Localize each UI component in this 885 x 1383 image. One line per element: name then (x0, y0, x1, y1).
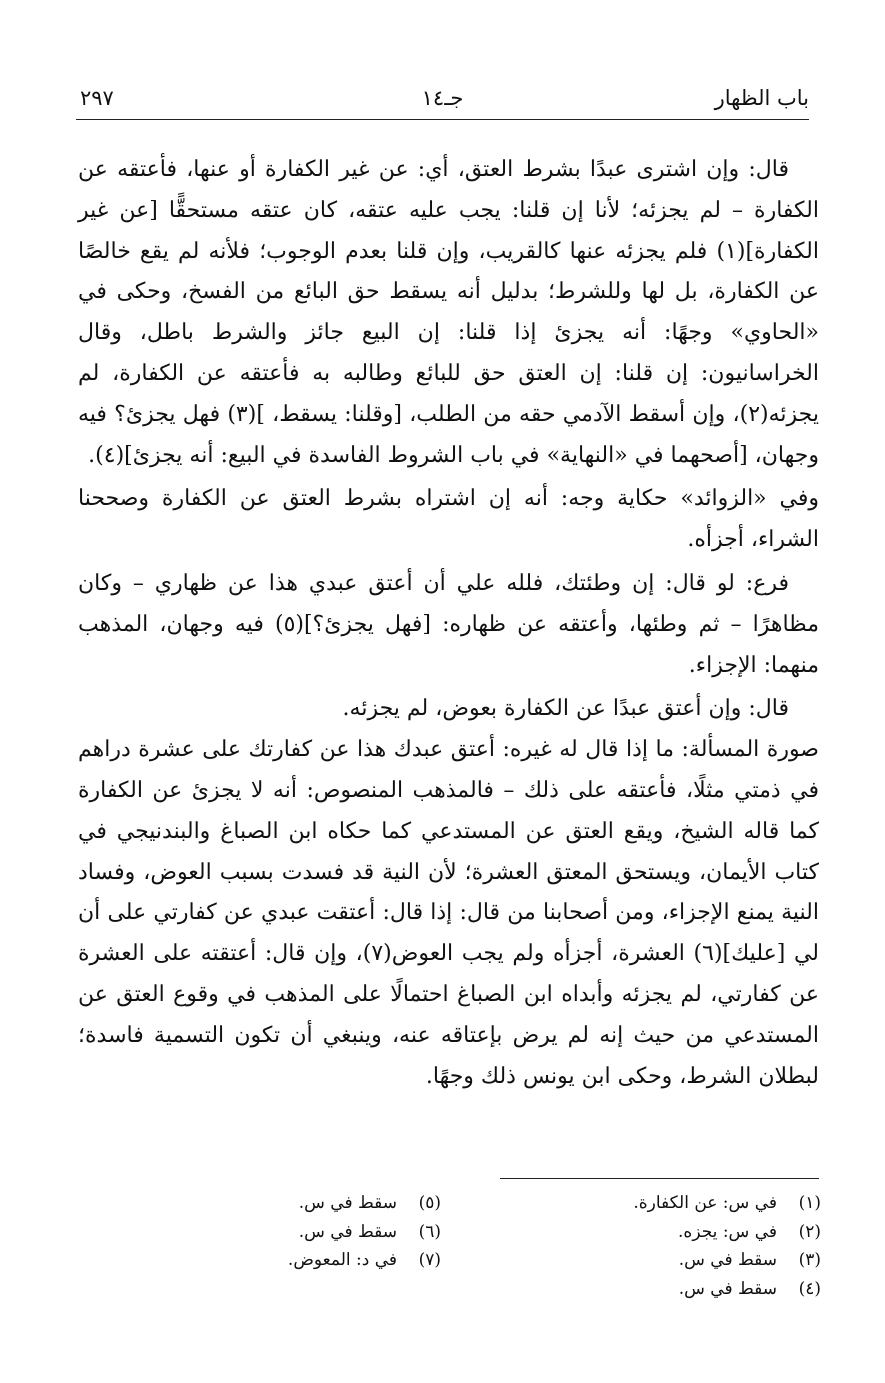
volume-number: جـ١٤ (421, 86, 464, 110)
footnote-number: (٤) (798, 1278, 821, 1299)
footnote-number: (٦) (418, 1221, 441, 1242)
paragraph-4: قال: وإن أعتق عبدًا عن الكفارة بعوض، لم يجزئه. (342, 696, 789, 722)
footnote (481, 1246, 821, 1275)
footnote-text: في س: يجزه. (678, 1221, 777, 1242)
chapter-title: باب الظهار (714, 86, 809, 110)
footnote-text: في د: المعوض. (287, 1250, 397, 1270)
footnote (141, 1189, 441, 1218)
footnotes-column-left (141, 1189, 441, 1275)
footnote-text: سقط في س. (298, 1193, 397, 1213)
main-text (78, 150, 819, 1097)
footnotes-column-right (481, 1189, 821, 1303)
footnote (481, 1189, 821, 1218)
paragraph-5: صورة المسألة: ما إذا قال له غيره: أعتق عبدك هذا عن كفارتك على عشرة دراهم في ذمتي مثلًا، فأعتقه على ذلك – فالمذهب المنصوص: أنه لا يجزئ عن الكفارة كما قاله الشيخ، ويقع العتق عن المستدعي كما حكاه ابن الصباغ والبندنيجي في كتاب الأيمان، ويستحق المعتق العشرة؛ لأن النية قد فسدت بسبب العوض، وفساد النية يمنع الإجزاء، ومن أصحابنا من قال: إذا قال: أعتقت عبدي عن كفارتي على أن لي [عليك](٦) العشرة، أجزأه ولم يجب العوض(٧)، وإن قال: أعتقته على العشرة عن كفارتي، لم يجزئه وأبداه ابن الصباغ احتمالًا على المذهب في وقوع العتق عن المستدعي من حيث إنه لم يرض بإعتاقه عنه، وينبغي أن تكون التسمية فاسدة؛ لبطلان الشرط، وحكى ابن يونس ذلك وجهًا. (78, 737, 820, 1089)
header-rule (76, 119, 809, 120)
footnote-text: سقط في س. (678, 1250, 777, 1270)
footnote (481, 1218, 821, 1247)
footnote-number: (٧) (418, 1250, 441, 1270)
footnote-text: سقط في س. (298, 1221, 397, 1242)
paragraph-3: فرع: لو قال: إن وطئتك، فلله علي أن أعتق عبدي هذا عن ظهاري – وكان مظاهرًا – ثم وطئها، وأعتقه عن ظهاره: [فهل يجزئ؟](٥) فيه وجهان، المذهب منهما: الإجزاء. (78, 570, 819, 678)
footnote (481, 1275, 821, 1304)
footnote-number: (٢) (798, 1221, 821, 1242)
footnote-number: (٥) (418, 1193, 441, 1213)
footnote-number: (٣) (798, 1250, 821, 1270)
paragraph-1: قال: وإن اشترى عبدًا بشرط العتق، أي: عن غير الكفارة أو عنها، فأعتقه عن الكفارة – لم يجزئه؛ لأنا إن قلنا: يجب عليه عتقه، كان عتقه مستحقًّا [عن غير الكفارة](١) فلم يجزئه عنها كالقريب، وإن قلنا بعدم الوجوب؛ فلأنه لم يقع خالصًا عن الكفارة، بل لها وللشرط؛ بدليل أنه يسقط حق البائع من الفسخ، وحكى في «الحاوي» وجهًا: أنه يجزئ إذا قلنا: إن البيع جائز والشرط باطل، وقال الخراسانيون: إن قلنا: إن العتق حق للبائع وطالبه به فأعتقه عن الكفارة، لم يجزئه(٢)، وإن أسقط الآدمي حقه من الطلب، [وقلنا: يسقط، ](٣) فهل يجزئ؟ فيه وجهان، [أصحهما في «النهاية» في باب الشروط الفاسدة في البيع: أنه يجزئ](٤). (78, 157, 819, 468)
footnote-text: في س: عن الكفارة. (633, 1193, 777, 1213)
page-number: ٢٩٧ (80, 86, 114, 110)
footnote-number: (١) (798, 1193, 821, 1213)
footnote-text: سقط في س. (678, 1278, 777, 1299)
footnote (141, 1218, 441, 1247)
footnote-rule (500, 1178, 819, 1179)
running-header (76, 86, 809, 116)
paragraph-2: وفي «الزوائد» حكاية وجه: أنه إن اشتراه بشرط العتق عن الكفارة وصححنا الشراء، أجزأه. (78, 486, 819, 553)
footnote (141, 1246, 441, 1275)
